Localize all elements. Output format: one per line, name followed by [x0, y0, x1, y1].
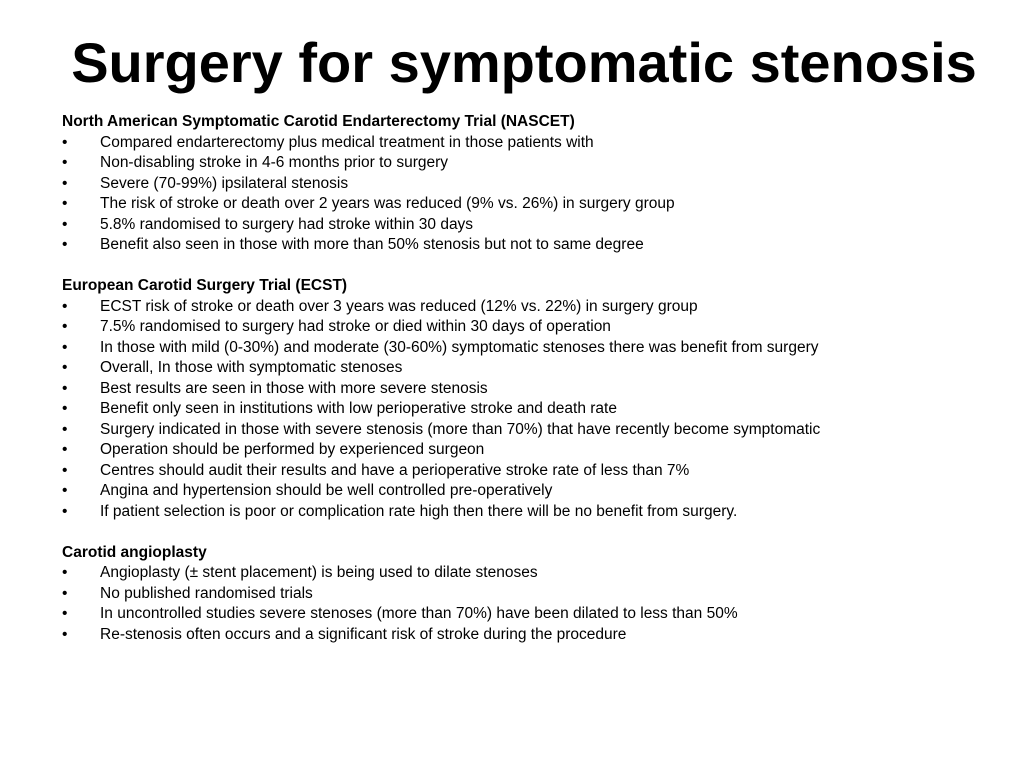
section-nascet [62, 112, 962, 256]
list-item [62, 461, 962, 482]
bullet-text: In uncontrolled studies severe stenoses (more than 70%) have been dilated to less than 50% [100, 605, 738, 622]
bullet-icon: • [62, 625, 68, 643]
list-item [62, 133, 962, 154]
list-item [62, 297, 962, 318]
bullet-list [62, 563, 962, 645]
list-item [62, 317, 962, 338]
list-item [62, 625, 962, 646]
bullet-icon: • [62, 502, 68, 520]
list-item [62, 584, 962, 605]
list-item [62, 358, 962, 379]
list-item [62, 379, 962, 400]
bullet-list [62, 297, 962, 523]
list-item [62, 174, 962, 195]
section-heading: European Carotid Surgery Trial (ECST) [62, 277, 348, 294]
bullet-text: Operation should be performed by experienced surgeon [100, 441, 485, 458]
bullet-icon: • [62, 133, 68, 151]
bullet-icon: • [62, 338, 68, 356]
list-item [62, 194, 962, 215]
section-heading: Carotid angioplasty [62, 543, 207, 561]
slide-title: Surgery for symptomatic stenosis [71, 31, 977, 94]
bullet-icon: • [62, 154, 68, 171]
bullet-icon: • [62, 584, 68, 602]
section-heading: North American Symptomatic Carotid Endarterectomy Trial (NASCET) [62, 113, 575, 130]
bullet-text: Centres should audit their results and have a perioperative stroke rate of less than 7% [100, 461, 690, 479]
bullet-text: In those with mild (0-30%) and moderate (30-60%) symptomatic stenoses there was benefit from surgery [100, 338, 819, 356]
bullet-icon: • [62, 174, 68, 192]
bullet-text: Benefit also seen in those with more than 50% stenosis but not to same degree [100, 236, 644, 253]
bullet-text: Non-disabling stroke in 4-6 months prior to surgery [100, 154, 449, 171]
bullet-text: Severe (70-99%) ipsilateral stenosis [100, 174, 349, 192]
bullet-text: Best results are seen in those with more severe stenosis [100, 379, 488, 397]
list-item [62, 153, 962, 174]
bullet-text: Compared endarterectomy plus medical treatment in those patients with [100, 133, 594, 151]
list-item [62, 215, 962, 236]
bullet-icon: • [62, 605, 68, 622]
list-item [62, 420, 962, 441]
list-item [62, 481, 962, 502]
bullet-text: Benefit only seen in institutions with low perioperative stroke and death rate [100, 400, 617, 417]
bullet-text: 5.8% randomised to surgery had stroke within 30 days [100, 215, 474, 233]
bullet-text: No published randomised trials [100, 584, 313, 602]
bullet-text: The risk of stroke or death over 2 years was reduced (9% vs. 26%) in surgery group [100, 195, 675, 212]
slide-content [62, 112, 962, 666]
list-item [62, 338, 962, 359]
bullet-text: Overall, In those with symptomatic stenoses [100, 359, 403, 376]
bullet-text: Surgery indicated in those with severe stenosis (more than 70%) that have recently become symptomatic [100, 420, 821, 438]
bullet-icon: • [62, 215, 68, 233]
section-carotid-angioplasty [62, 543, 962, 646]
section-ecst [62, 276, 962, 522]
bullet-icon: • [62, 400, 68, 417]
list-item [62, 440, 962, 461]
list-item [62, 563, 962, 584]
bullet-icon: • [62, 359, 68, 376]
list-item [62, 604, 962, 625]
bullet-text: 7.5% randomised to surgery had stroke or died within 30 days of operation [100, 318, 611, 335]
bullet-icon: • [62, 379, 68, 397]
list-item [62, 399, 962, 420]
bullet-icon: • [62, 482, 68, 499]
bullet-list [62, 133, 962, 256]
bullet-text: ECST risk of stroke or death over 3 years was reduced (12% vs. 22%) in surgery group [100, 297, 698, 315]
bullet-icon: • [62, 297, 68, 315]
bullet-icon: • [62, 461, 68, 479]
bullet-text: Angioplasty (± stent placement) is being used to dilate stenoses [100, 564, 538, 581]
list-item [62, 235, 962, 256]
bullet-icon: • [62, 318, 68, 335]
bullet-text: Angina and hypertension should be well controlled pre-operatively [100, 482, 553, 499]
bullet-text: Re-stenosis often occurs and a significant risk of stroke during the procedure [100, 625, 627, 643]
list-item [62, 502, 962, 523]
bullet-icon: • [62, 236, 68, 253]
bullet-icon: • [62, 420, 68, 438]
bullet-icon: • [62, 441, 68, 458]
bullet-icon: • [62, 195, 68, 212]
bullet-text: If patient selection is poor or complication rate high then there will be no benefit from surgery. [100, 502, 738, 520]
bullet-icon: • [62, 564, 68, 581]
